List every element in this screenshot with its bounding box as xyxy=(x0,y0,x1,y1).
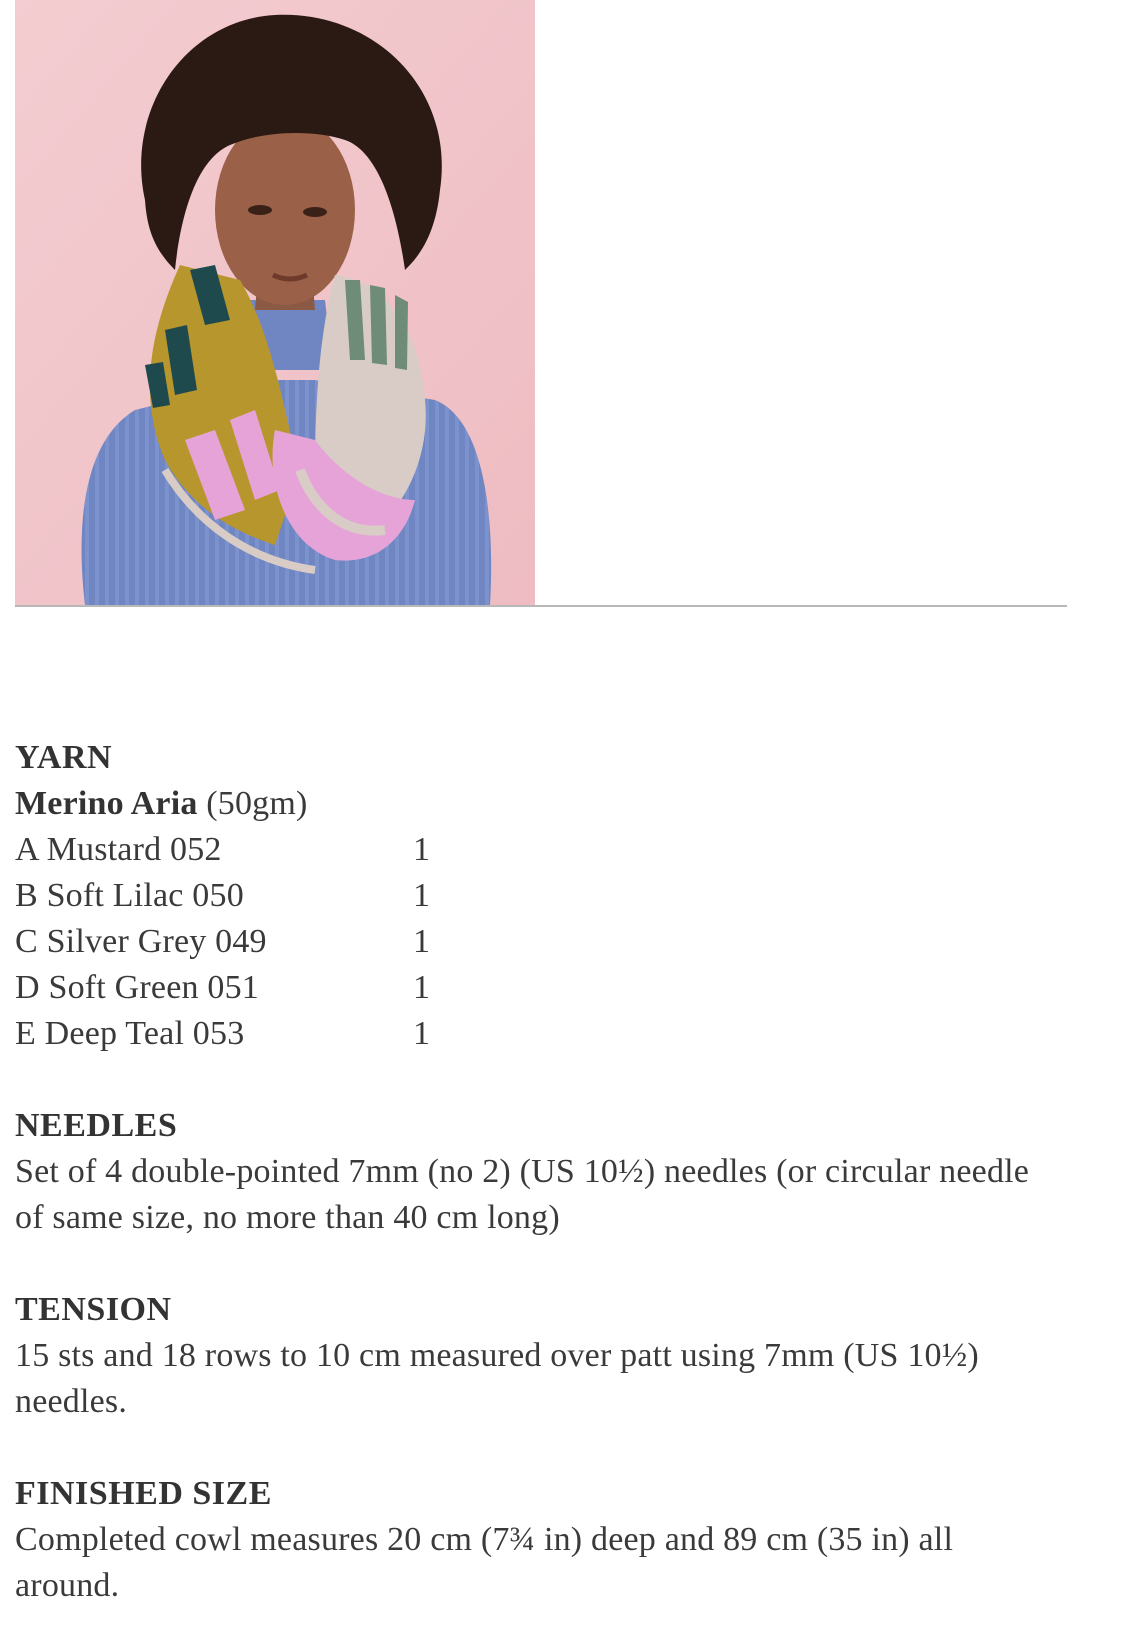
tension-heading: TENSION xyxy=(15,1291,172,1328)
yarn-colour-label: E Deep Teal 053 xyxy=(15,1015,245,1052)
yarn-colour-label: D Soft Green 051 xyxy=(15,969,259,1006)
yarn-colour-row xyxy=(15,919,1125,965)
tension-section xyxy=(15,1287,1125,1425)
yarn-colour-label: B Soft Lilac 050 xyxy=(15,877,244,914)
finished-size-heading: FINISHED SIZE xyxy=(15,1475,272,1512)
product-photo xyxy=(15,0,535,605)
needles-heading: NEEDLES xyxy=(15,1107,178,1144)
yarn-colour-row xyxy=(15,827,1125,873)
yarn-name: Merino Aria xyxy=(15,785,198,822)
tension-line: needles. xyxy=(15,1383,128,1420)
yarn-colour-qty: 1 xyxy=(413,1015,431,1052)
pattern-info xyxy=(15,735,1125,1609)
yarn-colour-qty: 1 xyxy=(413,923,431,960)
needles-section xyxy=(15,1103,1125,1241)
yarn-name-line xyxy=(15,781,1125,827)
yarn-colour-row xyxy=(15,873,1125,919)
yarn-weight: (50gm) xyxy=(206,785,308,822)
finished-size-section xyxy=(15,1471,1125,1609)
tension-line: 15 sts and 18 rows to 10 cm measured over patt using 7mm (US 10½) xyxy=(15,1337,979,1374)
needles-line: of same size, no more than 40 cm long) xyxy=(15,1199,560,1236)
yarn-colour-qty: 1 xyxy=(413,877,431,914)
yarn-colour-label: C Silver Grey 049 xyxy=(15,923,267,960)
finished-size-line: around. xyxy=(15,1567,120,1604)
yarn-colour-qty: 1 xyxy=(413,969,431,1006)
yarn-heading: YARN xyxy=(15,739,113,776)
yarn-section xyxy=(15,735,1125,1057)
needles-line: Set of 4 double-pointed 7mm (no 2) (US 10½) needles (or circular needle xyxy=(15,1153,1030,1190)
yarn-colour-qty: 1 xyxy=(413,831,431,868)
yarn-colour-row xyxy=(15,965,1125,1011)
yarn-colour-label: A Mustard 052 xyxy=(15,831,222,868)
horizontal-divider xyxy=(15,605,1067,607)
finished-size-line: Completed cowl measures 20 cm (7¾ in) deep and 89 cm (35 in) all xyxy=(15,1521,954,1558)
yarn-colour-row xyxy=(15,1011,1125,1057)
